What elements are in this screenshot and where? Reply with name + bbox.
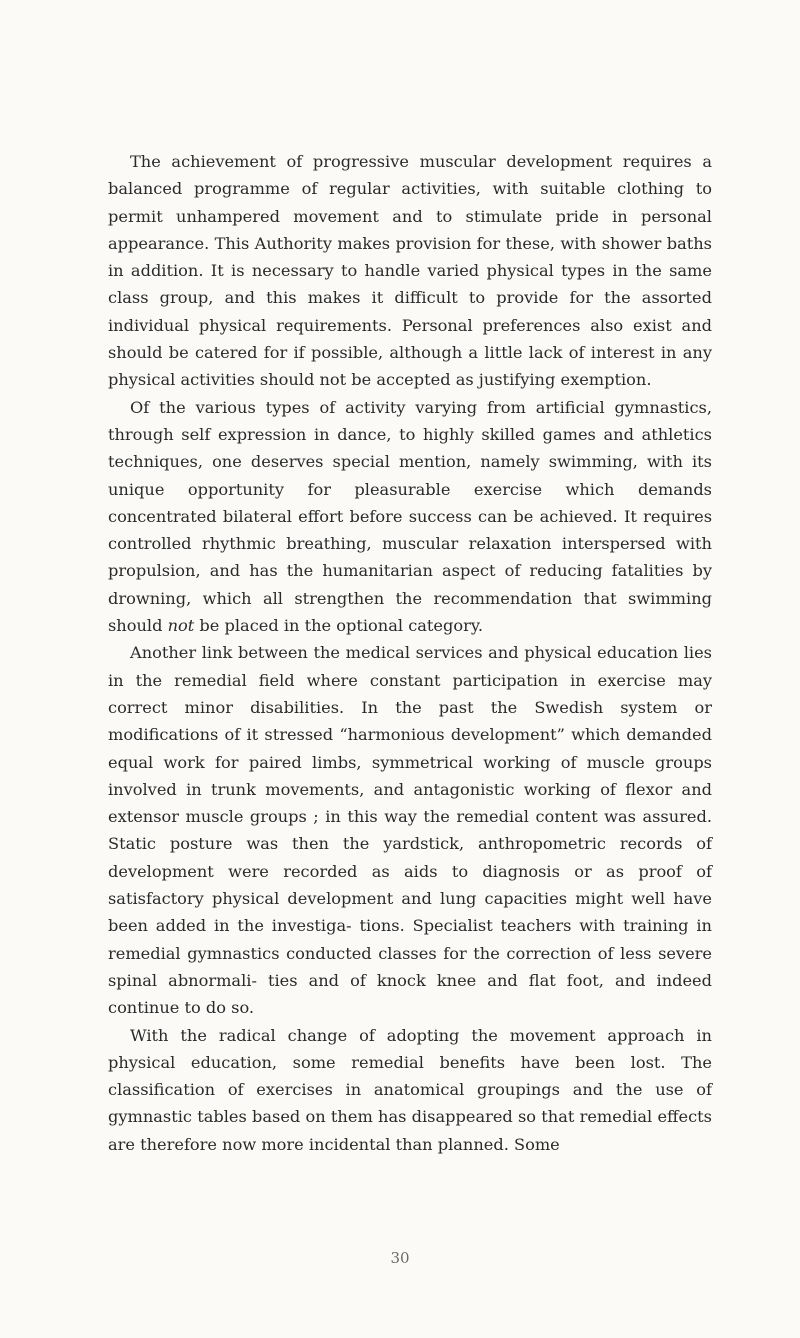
page-body (108, 148, 712, 1158)
paragraph-swimming (108, 394, 712, 640)
paragraph-progressive-development: The achievement of progressive muscular development requires a balanced programme of regular activities, with suitable clothing to permit unhampered movement and to stimulate pride in personal appearance. This Authority makes provision for these, with shower baths in addition. It is necessary to handle varied physical types in the same class group, and this makes it difficult to provide for the assorted individual physical requirements. Personal preferences also exist and should be catered for if possible, although a little lack of interest in any physical activities should not be accepted as justifying exemption. (108, 152, 712, 390)
paragraph-swimming-text-after: be placed in the optional category. (194, 616, 483, 636)
paragraph-movement-approach: With the radical change of adopting the movement approach in physical education, some remedial benefits have been lost. The classification of exercises in anatomical groupings and the use of gymnastic tables based on them has disappeared so that remedial effects are therefore now more incidental than planned. Some (108, 1025, 712, 1154)
page-number: 30 (390, 1249, 410, 1267)
emphasis-not: not (167, 616, 195, 636)
paragraph-remedial-field: Another link between the medical services and physical education lies in the remedial field where constant participation in exercise may correct minor disabilities. In the past the Swedish system or modifications of it stressed “harmonious development” which demanded equal work for paired limbs, symmetrical working of muscle groups involved in trunk movements, and antagonistic working of flexor and extensor muscle groups ; in this way the remedial content was assured. Static posture was then the yardstick, anthropometric records of development were recorded as aids to diagnosis or as proof of satisfactory physical development and lung capacities might well have been added in the investiga- tions. Specialist teachers with training in remedial gymnastics conducted classes for the correction of less severe spinal abnormali- ties and of knock knee and flat foot, and indeed continue to do so. (108, 643, 712, 1018)
paragraph-swimming-text-before: Of the various types of activity varying from artificial gymnastics, through self expression in dance, to highly skilled games and athletics techniques, one deserves special mention, namely swimming, with its unique opportunity for pleasurable exercise which demands concentrated bilateral effort before success can be achieved. It requires controlled rhythmic breathing, muscular relaxation interspersed with propulsion, and has the humanitarian aspect of reducing fatalities by drowning, which all strengthen the recommendation that swimming should (108, 397, 712, 636)
